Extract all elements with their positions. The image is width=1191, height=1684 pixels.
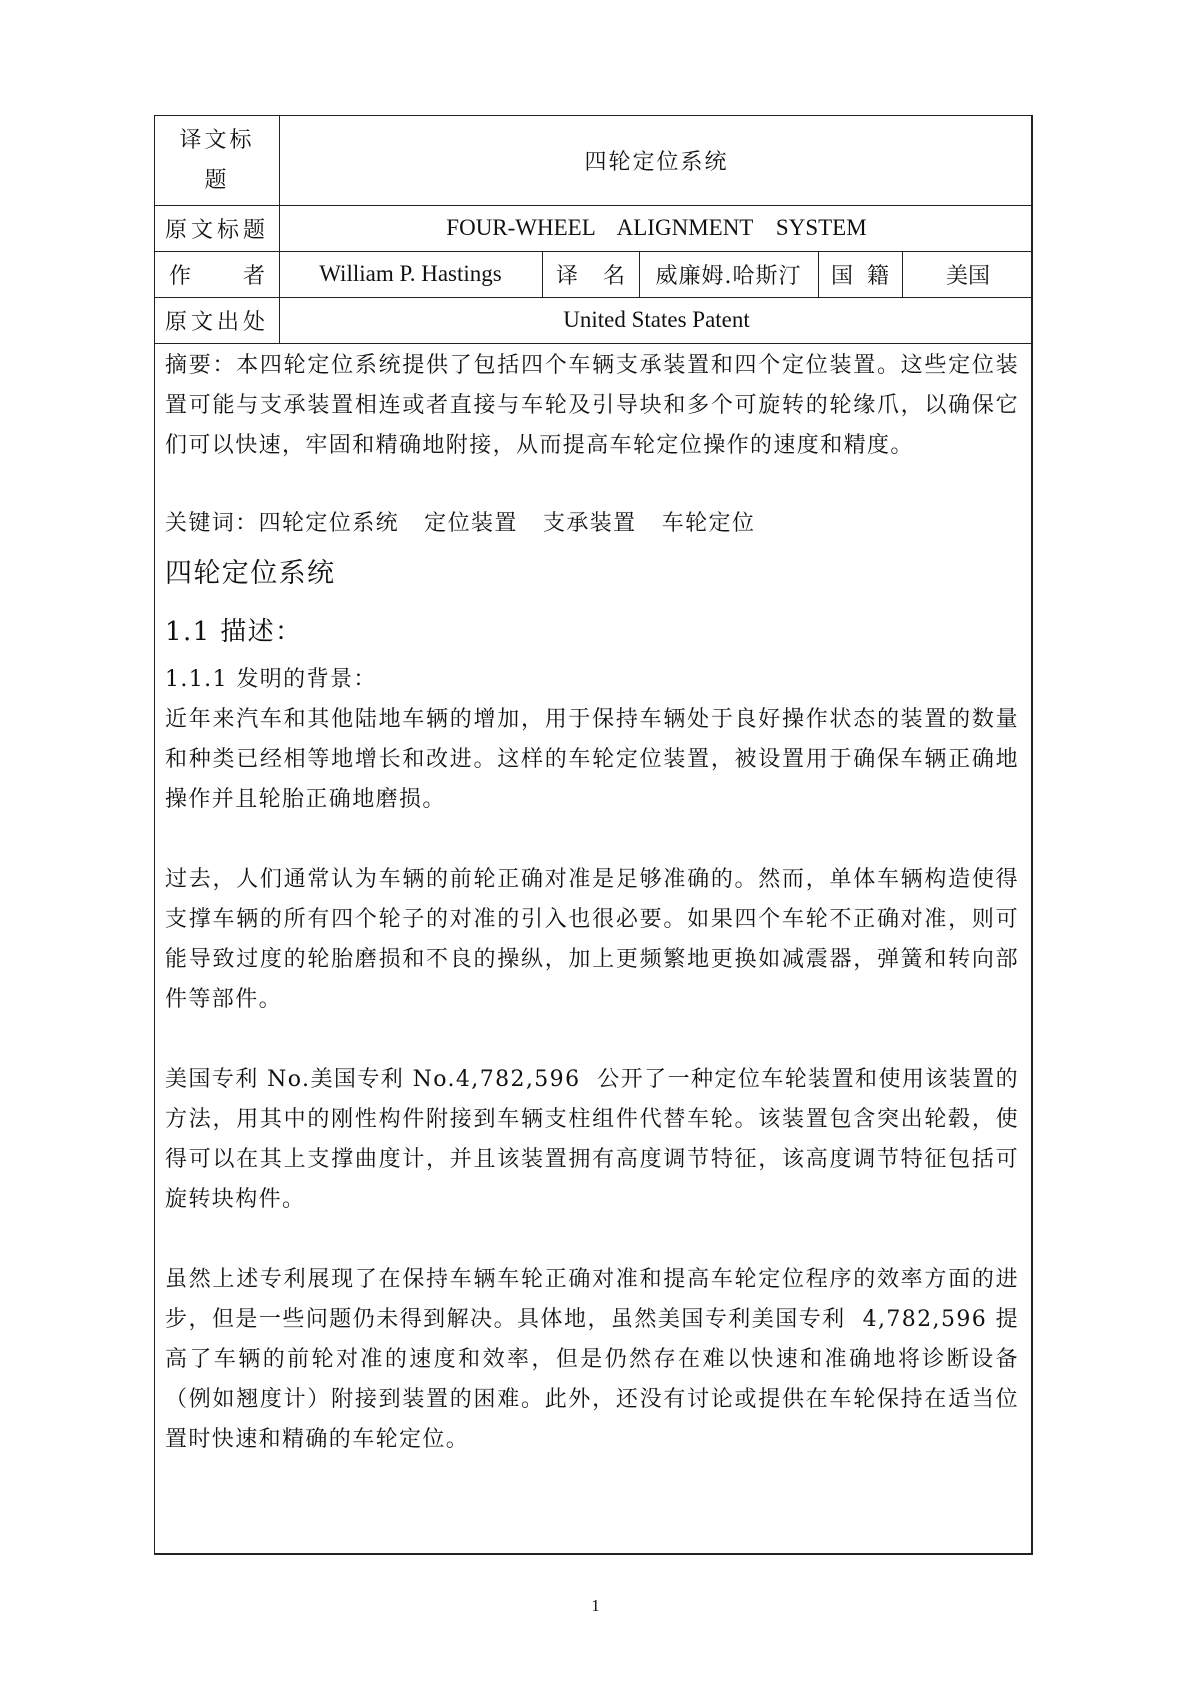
subsection-heading: 1.1.1 发明的背景： [165, 667, 377, 692]
author-label-char: 作 [169, 263, 192, 289]
nationality-label: 国 籍 [831, 263, 889, 289]
main-heading: 四轮定位系统 [165, 558, 336, 589]
source-label: 原文出处 [164, 309, 269, 335]
paragraph: 近年来汽车和其他陆地车辆的增加，用于保持车辆处于良好操作状态的装置的数量和种类已经相等地增长和改进。这样的车轮定位装置，被设置用于确保车辆正确地操作并且轮胎正确地磨损。 [165, 707, 1019, 812]
translit-label-char: 名 [602, 263, 625, 289]
document-table [154, 115, 1033, 1555]
abstract: 摘要：本四轮定位系统提供了包括四个车辆支承装置和四个定位装置。这些定位装置可能与支承装置相连或者直接与车轮及引导块和多个可旋转的轮缘爪，以确保它们可以快速，牢固和精确地附接，从而提高车轮定位操作的速度和精度。 [165, 353, 1019, 458]
table-rule [155, 343, 1031, 344]
author-name: William P. Hastings [319, 261, 502, 286]
paragraph: 美国专利 No.美国专利 No.4,782,596 公开了一种定位车轮装置和使用该装置的方法，用其中的刚性构件附接到车辆支柱组件代替车轮。该装置包含突出轮毂，使得可以在其上支撑曲度计，并且该装置拥有高度调节特征，该高度调节特征包括可旋转块构件。 [165, 1067, 1019, 1212]
translit-label [542, 251, 639, 297]
nationality: 美国 [945, 263, 990, 289]
original-title: FOUR-WHEEL ALIGNMENT SYSTEM [446, 215, 867, 240]
translit-label-char: 译 [556, 263, 579, 289]
translated-title-label: 译文标 题 [179, 127, 255, 193]
page-number: 1 [591, 1596, 600, 1615]
paragraph: 过去，人们通常认为车辆的前轮正确对准是足够准确的。然而，单体车辆构造使得支撑车辆的所有四个轮子的对准的引入也很必要。如果四个车轮不正确对准，则可能导致过度的轮胎磨损和不良的操纵，加上更频繁地更换如减震器，弹簧和转向部件等部件。 [165, 867, 1019, 1012]
section-heading: 1.1 描述： [165, 617, 303, 647]
translit-name: 威廉姆.哈斯汀 [655, 263, 802, 289]
original-title-label: 原文标题 [164, 217, 269, 243]
author-label [155, 251, 279, 297]
translated-title: 四轮定位系统 [584, 150, 729, 175]
paragraph: 虽然上述专利展现了在保持车辆车轮正确对准和提高车轮定位程序的效率方面的进步，但是一些问题仍未得到解决。具体地，虽然美国专利美国专利 4,782,596 提高了车辆的前轮对准的速度和效率，但是仍然存在难以快速和准确地将诊断设备（例如翘度计）附接到装置的困难。此外，还没有讨论或提供在车轮保持在适当位置时快速和精确的车轮定位。 [165, 1267, 1019, 1452]
keywords: 关键词：四轮定位系统 定位装置 支承装置 车轮定位 [165, 511, 756, 536]
source: United States Patent [563, 307, 750, 332]
author-label-char: 者 [242, 263, 265, 289]
document-body [165, 346, 1019, 1460]
